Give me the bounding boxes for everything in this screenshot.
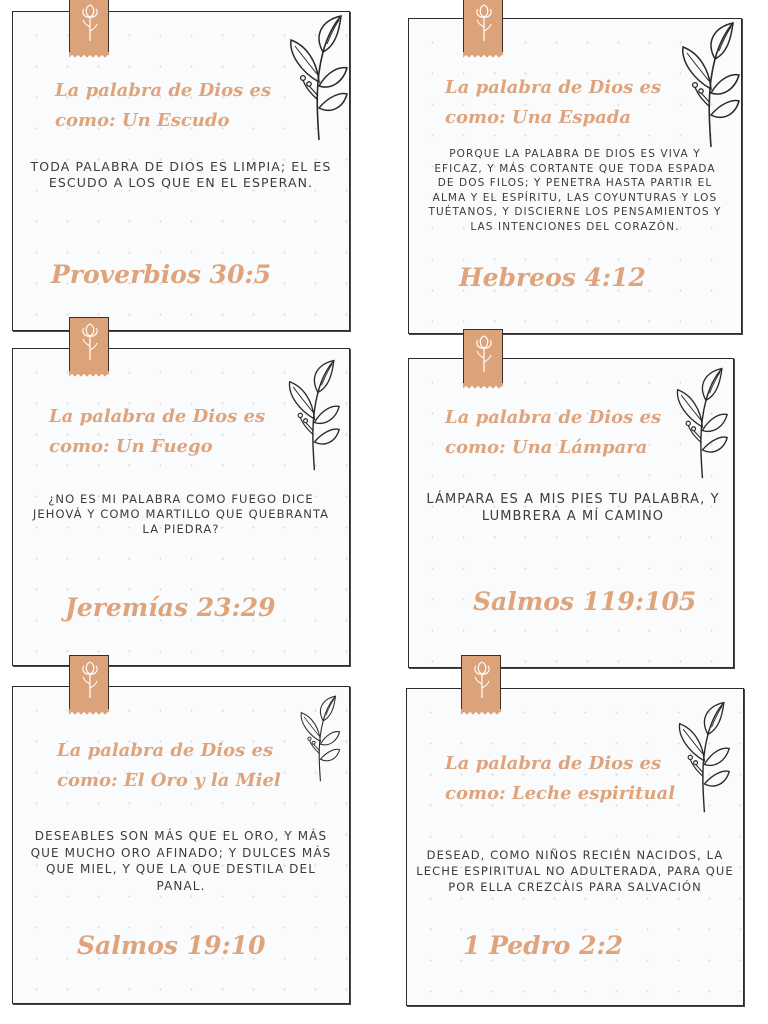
- heading-line-2: como: Una Espada: [445, 107, 631, 128]
- heading-line-2: como: Leche espiritual: [445, 783, 676, 804]
- card-lampara: [408, 358, 734, 668]
- heading-line-2: como: Una Lámpara: [445, 437, 648, 458]
- card-escudo: [12, 11, 350, 331]
- card-heading: [55, 76, 271, 136]
- verse-reference: Salmos 19:10: [77, 931, 266, 960]
- washi-tape: [463, 329, 503, 383]
- heading-line-2: como: El Oro y la Miel: [57, 770, 281, 791]
- card-heading: [445, 403, 661, 463]
- leaf-sprig-icon: [279, 357, 341, 472]
- heading-line-2: como: Un Escudo: [55, 110, 230, 131]
- card-leche: [406, 688, 744, 1006]
- flower-tape-icon: [472, 3, 496, 43]
- card-heading: [445, 749, 675, 809]
- card-espada: [408, 18, 742, 334]
- verse-text: DESEABLES SON MÁS QUE EL ORO, Y MÁS QUE MUCHO ORO AFINADO; Y DULCES MÁS QUE MIEL, Y QUE LA QUE DESTILA DEL PANAL.: [30, 829, 332, 893]
- verse-reference: Jeremías 23:29: [65, 593, 276, 622]
- verse-text: TODA PALABRA DE DIOS ES LIMPIA; EL ES ESCUDO A LOS QUE EN EL ESPERAN.: [30, 159, 332, 190]
- washi-tape: [69, 655, 109, 709]
- card-heading: [57, 736, 281, 796]
- verse-reference: Hebreos 4:12: [459, 263, 646, 292]
- heading-line-1: La palabra de Dios es: [445, 753, 662, 774]
- verse-reference: Proverbios 30:5: [51, 260, 272, 289]
- heading-line-1: La palabra de Dios es: [445, 77, 662, 98]
- washi-tape: [69, 317, 109, 371]
- flower-tape-icon: [472, 334, 496, 374]
- card-oro-miel: [12, 686, 350, 1004]
- verse-text: ¿NO ES MI PALABRA COMO FUEGO DICE JEHOVÁ Y COMO MARTILLO QUE QUEBRANTA LA PIEDRA?: [32, 492, 330, 536]
- washi-tape: [461, 655, 501, 709]
- heading-line-1: La palabra de Dios es: [57, 740, 274, 761]
- flower-tape-icon: [78, 660, 102, 700]
- card-heading: [49, 402, 265, 462]
- leaf-sprig-icon: [279, 12, 349, 142]
- heading-line-1: La palabra de Dios es: [55, 80, 272, 101]
- card-heading: [445, 73, 661, 133]
- heading-line-2: como: Un Fuego: [49, 436, 213, 457]
- card-fuego: [12, 348, 350, 666]
- leaf-sprig-icon: [671, 19, 741, 149]
- verse-reference: Salmos 119:105: [473, 587, 697, 616]
- heading-line-1: La palabra de Dios es: [445, 407, 662, 428]
- flower-tape-icon: [78, 322, 102, 362]
- washi-tape: [69, 0, 109, 52]
- flower-tape-icon: [470, 660, 494, 700]
- leaf-sprig-icon: [293, 693, 341, 783]
- verse-text: DESEAD, COMO NIÑOS RECIÉN NACIDOS, LA LECHE ESPIRITUAL NO ADULTERADA, PARA QUE POR ELLA CREZCÀIS PARA SALVACIÓN: [416, 848, 734, 894]
- washi-tape: [463, 0, 503, 52]
- heading-line-1: La palabra de Dios es: [49, 406, 266, 427]
- verse-reference: 1 Pedro 2:2: [463, 931, 624, 960]
- verse-text: PORQUE LA PALABRA DE DIOS ES VIVA Y EFICAZ, Y MÁS CORTANTE QUE TODA ESPADA DE DOS FILOS; Y PENETRA HASTA PARTIR EL ALMA Y EL ESPÍRITU, LAS COYUNTURAS Y LOS TUÉTANOS, Y DISCIERNE LOS PENSAMIENTOS Y LAS INTENCIONES DEL CORAZÓN.: [428, 148, 722, 233]
- verse-text: LÁMPARA ES A MIS PIES TU PALABRA, Y LUMBRERA A MÍ CAMINO: [426, 492, 720, 524]
- leaf-sprig-icon: [667, 365, 729, 480]
- leaf-sprig-icon: [669, 699, 731, 814]
- flower-tape-icon: [78, 3, 102, 43]
